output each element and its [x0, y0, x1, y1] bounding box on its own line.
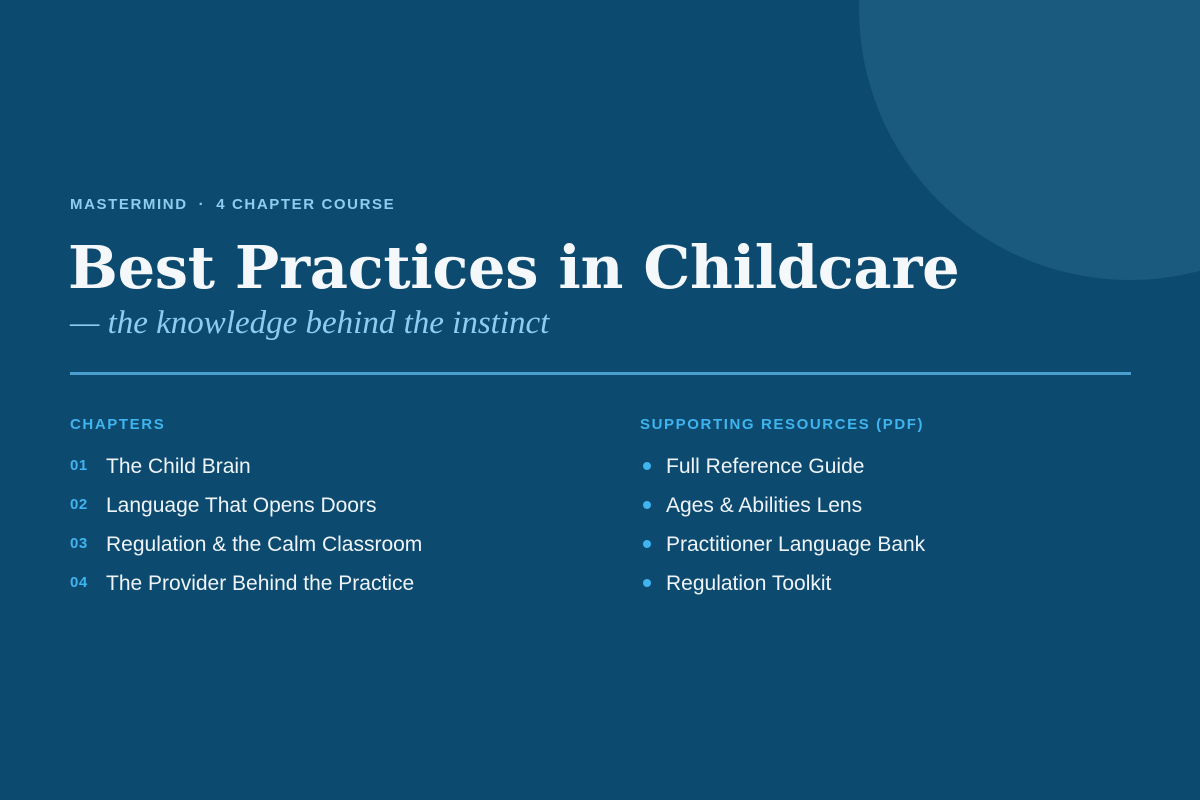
page-subtitle: — the knowledge behind the instinct	[70, 305, 550, 341]
eyebrow-course: 4 CHAPTER COURSE	[216, 196, 396, 213]
chapter-number: 01	[70, 457, 88, 474]
page-title: Best Practices in Childcare	[68, 233, 960, 302]
resource-title: Ages & Abilities Lens	[666, 494, 863, 517]
chapter-title: The Child Brain	[106, 455, 251, 478]
resource-title: Regulation Toolkit	[666, 572, 832, 595]
divider	[70, 372, 1131, 375]
eyebrow-brand: MASTERMIND	[70, 196, 188, 213]
chapter-title: Language That Opens Doors	[106, 494, 377, 517]
resource-title: Practitioner Language Bank	[666, 533, 926, 556]
resources-section	[640, 415, 926, 595]
eyebrow-separator: ·	[198, 196, 206, 213]
chapters-heading: CHAPTERS	[70, 416, 166, 433]
chapter-number: 03	[70, 535, 88, 552]
bullet-dot-icon	[643, 579, 651, 587]
chapter-number: 04	[70, 574, 88, 591]
chapter-number: 02	[70, 496, 88, 513]
chapter-title: Regulation & the Calm Classroom	[106, 533, 423, 556]
bullet-dot-icon	[643, 462, 651, 470]
resource-title: Full Reference Guide	[666, 455, 865, 478]
bullet-dot-icon	[643, 501, 651, 509]
chapters-section	[70, 415, 423, 595]
resources-heading: SUPPORTING RESOURCES (PDF)	[640, 416, 925, 433]
eyebrow	[70, 196, 395, 213]
bullet-dot-icon	[643, 540, 651, 548]
chapter-title: The Provider Behind the Practice	[106, 572, 415, 595]
